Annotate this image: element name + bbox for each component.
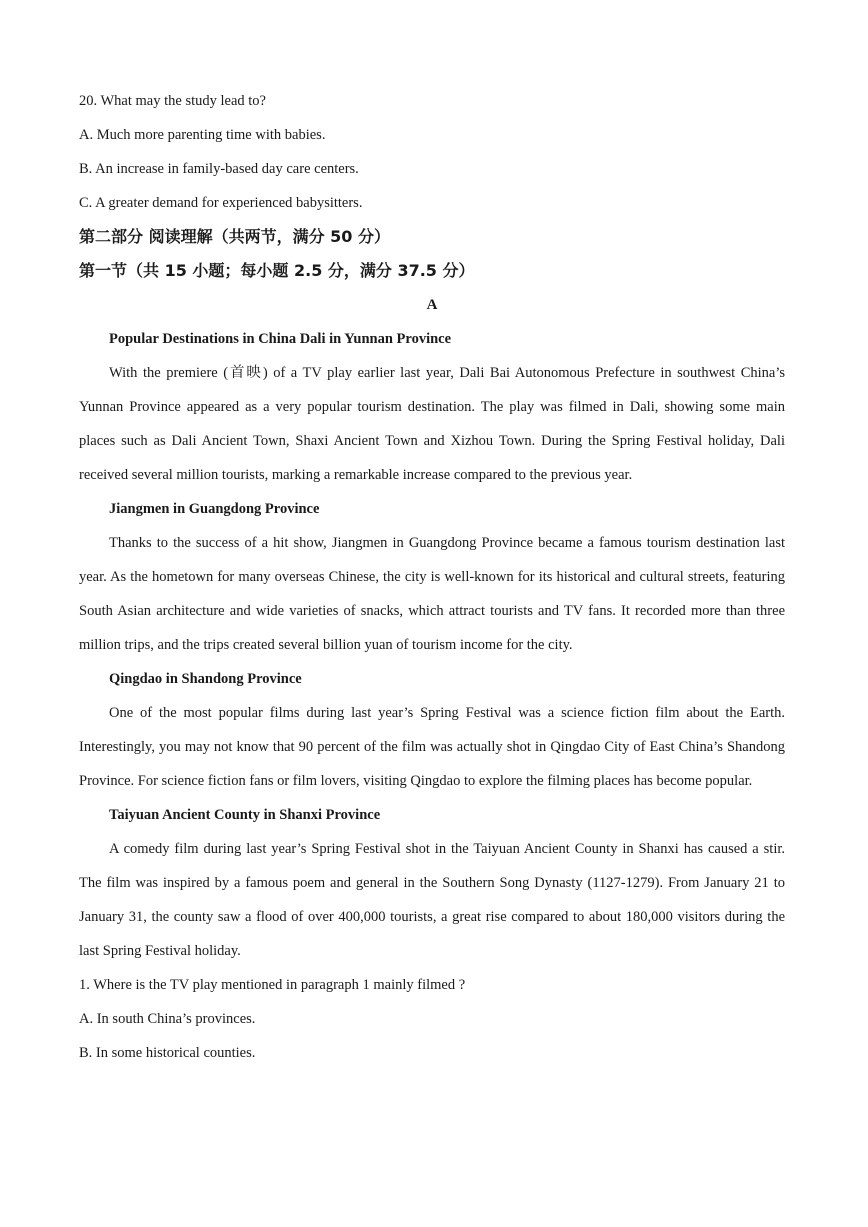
question-20: 20. What may the study lead to? [79, 93, 266, 109]
q1-option-b: B. In some historical counties. [79, 1045, 256, 1061]
section-subtitle: 第一节（共 15 小题；每小题 2.5 分，满分 37.5 分） [79, 261, 475, 280]
q20-option-c: C. A greater demand for experienced babysitters. [79, 195, 363, 211]
passage-heading-qingdao: Qingdao in Shandong Province [109, 671, 302, 687]
q20-option-b: B. An increase in family-based day care centers. [79, 161, 359, 177]
passage-heading-taiyuan: Taiyuan Ancient County in Shanxi Province [109, 807, 381, 823]
paragraph-qingdao: One of the most popular films during last year’s Spring Festival was a science fiction film about the Earth. Interestingly, you may not know that 90 percent of the film was actually shot in Qingdao City of East China’s Shandong Province. For science fiction fans or film lovers, visiting Qingdao to explore the filming places has become popular. [79, 705, 785, 789]
paragraph-dali: With the premiere (首映) of a TV play earlier last year, Dali Bai Autonomous Prefecture in southwest China’s Yunnan Province appeared as a very popular tourism destination. The play was filmed in Dali, showing some main places such as Dali Ancient Town, Shaxi Ancient Town and Xizhou Town. During the Spring Festival holiday, Dali received several million tourists, marking a remarkable increase compared to the previous year. [79, 365, 785, 483]
document-page [79, 84, 785, 1070]
q1-option-a: A. In south China’s provinces. [79, 1011, 256, 1027]
paragraph-jiangmen: Thanks to the success of a hit show, Jiangmen in Guangdong Province became a famous tourism destination last year. As the hometown for many overseas Chinese, the city is well-known for its historical and cultural streets, featuring South Asian architecture and wide varieties of snacks, which attract tourists and TV fans. It recorded more than three million trips, and the trips created several billion yuan of tourism income for the city. [79, 535, 785, 653]
paragraph-taiyuan: A comedy film during last year’s Spring Festival shot in the Taiyuan Ancient County in Shanxi has caused a stir. The film was inspired by a famous poem and general in the Southern Song Dynasty (1127-1279). From January 21 to January 31, the county saw a flood of over 400,000 tourists, a great rise compared to about 180,000 visitors during the last Spring Festival holiday. [79, 841, 785, 959]
question-1: 1. Where is the TV play mentioned in paragraph 1 mainly filmed ? [79, 977, 466, 993]
q20-option-a: A. Much more parenting time with babies. [79, 127, 326, 143]
passage-letter: A [426, 297, 438, 313]
passage-heading-jiangmen: Jiangmen in Guangdong Province [109, 501, 320, 517]
passage-heading-dali: Popular Destinations in China Dali in Yunnan Province [109, 331, 452, 347]
part-title: 第二部分 阅读理解（共两节，满分 50 分） [79, 227, 390, 246]
